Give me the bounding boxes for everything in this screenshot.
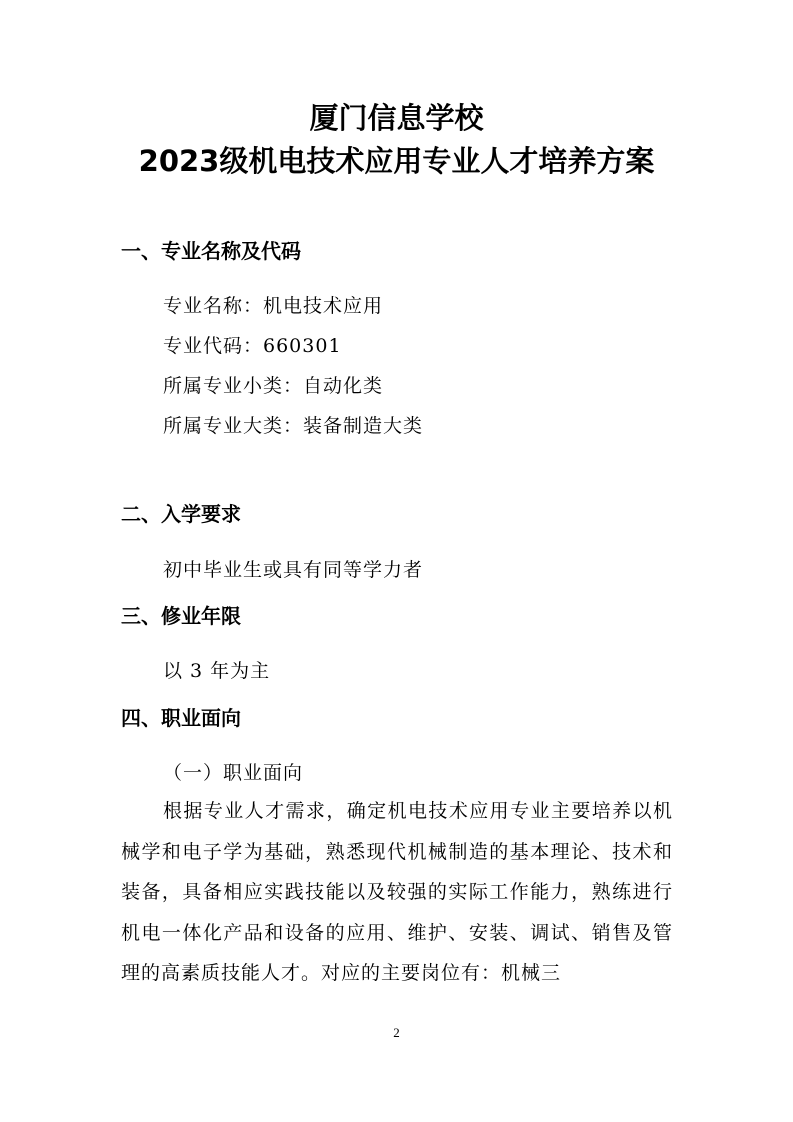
section-heading-career: 四、职业面向 bbox=[121, 706, 241, 730]
major-code-line: 专业代码：660301 bbox=[163, 335, 342, 357]
major-category-line: 所属专业大类：装备制造大类 bbox=[163, 415, 424, 437]
major-name-line: 专业名称：机电技术应用 bbox=[163, 295, 384, 317]
document-title: 2023级机电技术应用专业人才培养方案 bbox=[138, 144, 655, 178]
duration-line: 以 3 年为主 bbox=[163, 660, 271, 682]
section-heading-duration: 三、修业年限 bbox=[121, 604, 241, 628]
school-name: 厦门信息学校 bbox=[309, 101, 484, 135]
career-subheading: （一）职业面向 bbox=[163, 762, 304, 784]
major-subcategory-line: 所属专业小类：自动化类 bbox=[163, 375, 384, 397]
section-heading-admission: 二、入学要求 bbox=[121, 502, 241, 526]
admission-requirement-line: 初中毕业生或具有同等学力者 bbox=[163, 559, 424, 581]
page-number: 2 bbox=[393, 1025, 400, 1040]
career-paragraph: 根据专业人才需求，确定机电技术应用专业主要培养以机械学和电子学为基础，熟悉现代机械制造的基本理论、技术和装备，具备相应实践技能以及较强的实际工作能力，熟练进行机电一体化产品和设备的应用、维护、安装、调试、销售及管理的高素质技能人才。对应的主要岗位有：机械三 bbox=[121, 800, 673, 984]
section-heading-major-name-code: 一、专业名称及代码 bbox=[121, 239, 301, 263]
